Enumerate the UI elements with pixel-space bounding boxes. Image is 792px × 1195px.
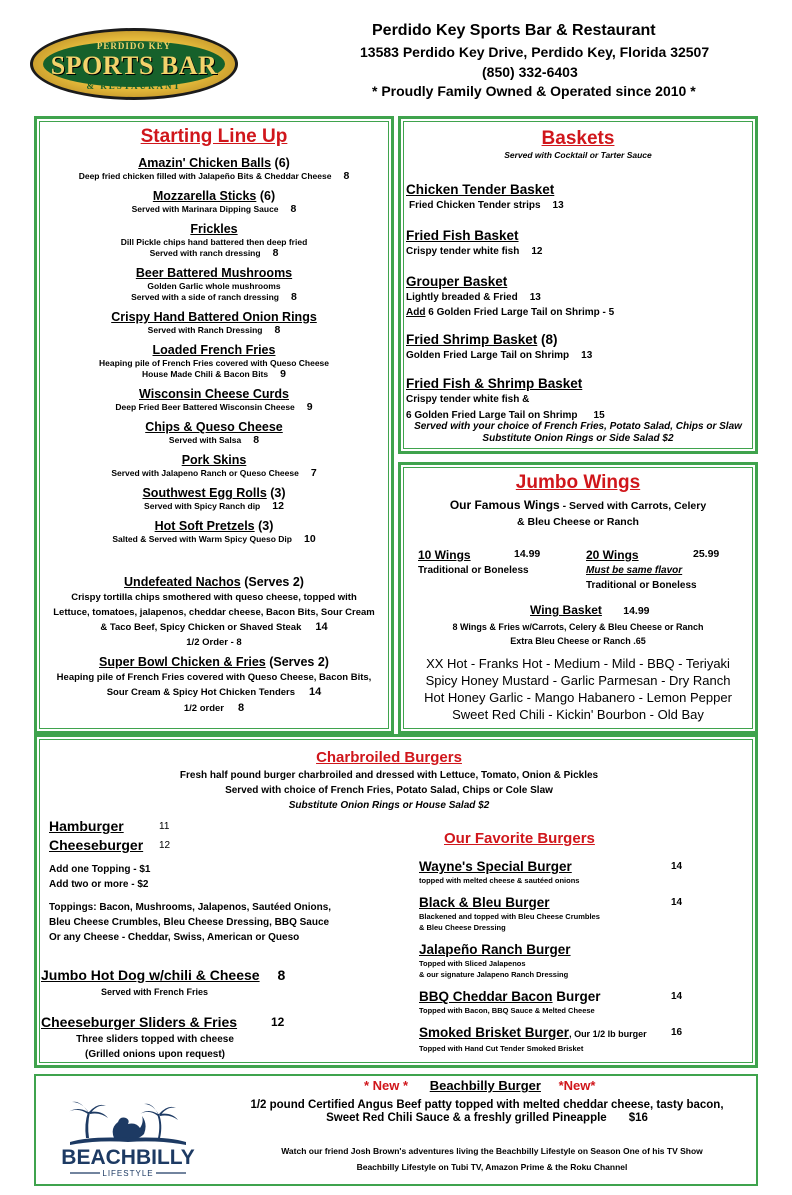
superbowl-desc-1: Heaping pile of French Fries covered with Queso Cheese, Bacon Bits,	[56, 672, 372, 683]
basket-name: Fried Fish & Shrimp Basket	[406, 376, 583, 391]
beachbilly-desc-1: 1/2 pound Certified Angus Beef patty topped with melted cheddar cheese, tasty bacon,	[250, 1099, 724, 1111]
starter-desc	[37, 171, 391, 182]
starter-name-line	[37, 266, 391, 281]
favorite-desc: & Bleu Cheese Dressing	[419, 923, 506, 932]
wings-20-note: Must be same flavor	[586, 565, 683, 576]
starter-desc-text: Heaping pile of French Fries covered with Queso Cheese	[98, 358, 330, 368]
beachbilly-watch-1: Watch our friend Josh Brown's adventures living the Beachbilly Lifestyle on Season One of his TV Show	[281, 1146, 703, 1156]
starter-item	[37, 189, 391, 215]
nachos-desc-3: & Taco Beef, Spicy Chicken or Shaved Steak	[100, 622, 302, 633]
wing-flavor-line: Hot Honey Garlic - Mango Habanero - Lemon Pepper	[424, 690, 732, 705]
starting-lineup-section	[37, 124, 391, 545]
baskets-note-2: Substitute Onion Rings or Side Salad $2	[482, 433, 674, 444]
favorite-burger-item	[419, 1024, 719, 1054]
burgers-intro-3: Substitute Onion Rings or House Salad $2	[288, 800, 490, 811]
starter-price: 7	[310, 467, 317, 479]
basket-suffix: (8)	[537, 332, 558, 347]
beachbilly-title	[364, 1078, 595, 1093]
basket-item	[406, 375, 751, 423]
favorite-desc: Topped with Sliced Jalapenos	[419, 959, 526, 968]
wing-basket-price: 14.99	[623, 605, 650, 617]
starter-name: Pork Skins	[181, 453, 247, 467]
favorite-name: Jalapeño Ranch Burger	[419, 942, 571, 957]
logo-main-text: SPORTS BAR	[50, 51, 218, 80]
burgers-title: Charbroiled Burgers	[316, 749, 462, 766]
toppings-line-2: Bleu Cheese Crumbles, Bleu Cheese Dressing, BBQ Sauce	[49, 917, 330, 928]
hotdog-price: 8	[277, 967, 286, 983]
starter-price: 8	[290, 203, 297, 215]
starting-lineup-items	[37, 156, 391, 545]
nachos-desc-2: Lettuce, tomatoes, jalapenos, cheddar cheese, Bacon Bits, Sour Cream	[53, 607, 375, 618]
starter-suffix: (6)	[256, 189, 276, 203]
favorite-after: , Our 1/2 lb burger	[569, 1029, 647, 1039]
starter-desc	[37, 325, 391, 336]
basket-name: Fried Shrimp Basket	[406, 332, 538, 347]
starter-price: 9	[306, 401, 313, 413]
starter-name-line	[37, 343, 391, 358]
favorite-burger-item	[419, 858, 719, 886]
hamburger-price: 11	[159, 821, 170, 832]
starter-name: Crispy Hand Battered Onion Rings	[111, 310, 317, 324]
starter-price: 8	[343, 170, 350, 182]
beachbilly-name: Beachbilly Burger	[429, 1078, 541, 1093]
sliders-item	[41, 1014, 285, 1030]
basket-desc: Lightly breaded & Fried	[406, 292, 518, 303]
sliders-price: 12	[271, 1015, 285, 1029]
starter-suffix: (3)	[266, 486, 286, 500]
toppings-line-3: Or any Cheese - Cheddar, Swiss, American or Queso	[49, 932, 300, 943]
baskets-note	[401, 421, 755, 445]
basket-item	[406, 273, 751, 320]
favorite-name-line	[419, 941, 719, 958]
basket-item	[406, 227, 751, 260]
superbowl-half-price: 8	[238, 702, 245, 714]
hamburger-item	[49, 818, 170, 834]
superbowl-suffix: (Serves 2)	[265, 655, 329, 669]
wing-flavor-line: Spicy Honey Mustard - Garlic Parmesan - Dry Ranch	[425, 673, 731, 688]
hamburger-name: Hamburger	[49, 818, 124, 834]
basket-price: 13	[552, 200, 564, 211]
sliders-desc-1: Three sliders topped with cheese	[76, 1034, 234, 1045]
restaurant-phone: (850) 332-6403	[482, 64, 578, 80]
grouper-add	[406, 306, 751, 320]
wings-20-price: 25.99	[693, 548, 720, 560]
baskets-title: Baskets	[541, 128, 615, 149]
sliders-name: Cheeseburger Sliders & Fries	[41, 1014, 238, 1030]
favorite-price: 14	[671, 861, 683, 872]
starter-price: 8	[291, 291, 297, 303]
starter-name: Chips & Queso Cheese	[145, 420, 283, 434]
palm-trunk-right	[157, 1114, 161, 1138]
starter-desc	[37, 204, 391, 215]
restaurant-name: Perdido Key Sports Bar & Restaurant	[372, 22, 656, 39]
starter-name-line	[37, 189, 391, 204]
starting-lineup-title: Starting Line Up	[140, 126, 288, 147]
burgers-intro-2: Served with choice of French Fries, Potato Salad, Chips or Cole Slaw	[225, 785, 553, 796]
baskets-items	[406, 181, 751, 423]
starter-name-line	[37, 519, 391, 534]
favorite-burger-item	[419, 988, 719, 1016]
starter-desc	[37, 248, 391, 259]
palm-trunk-left	[85, 1112, 90, 1138]
basket-name-line	[406, 375, 751, 392]
cheeseburger-name: Cheeseburger	[49, 837, 144, 853]
wings-20-name: 20 Wings	[586, 548, 639, 562]
wave-icon	[70, 1138, 186, 1146]
favorite-desc: & our signature Jalapeno Ranch Dressing	[419, 970, 569, 979]
starter-name: Beer Battered Mushrooms	[135, 266, 293, 280]
baskets-subtitle: Served with Cocktail or Tarter Sauce	[504, 150, 652, 160]
basket-name: Chicken Tender Basket	[406, 182, 555, 197]
starter-desc-text: Deep fried chicken filled with Jalapeño Bits & Cheddar Cheese	[78, 171, 332, 181]
starter-desc-text: Served with Salsa	[168, 435, 242, 445]
starter-name-line	[37, 453, 391, 468]
beachbilly-desc	[222, 1099, 752, 1125]
basket-desc: Crispy tender white fish &	[406, 394, 530, 405]
starter-desc	[37, 402, 391, 413]
superbowl-name: Super Bowl Chicken & Fries	[99, 655, 266, 669]
starter-desc-text: Golden Garlic whole mushrooms	[147, 281, 281, 291]
starter-item	[37, 266, 391, 303]
starter-price: 8	[272, 247, 279, 259]
starter-name-line	[37, 156, 391, 171]
starter-desc-text: Deep Fried Beer Battered Wisconsin Cheese	[115, 402, 295, 412]
wing-basket	[530, 603, 650, 617]
starter-desc	[37, 237, 391, 248]
starter-name-line	[37, 420, 391, 435]
burger-addons	[49, 862, 150, 892]
wing-basket-desc	[401, 620, 755, 648]
wings-20-desc: Traditional or Boneless	[586, 580, 697, 591]
favorite-desc: topped with melted cheese & sautéed onions	[419, 876, 580, 885]
wings-10	[418, 548, 541, 562]
favorite-name: Smoked Brisket Burger	[419, 1025, 570, 1040]
starter-item	[37, 453, 391, 479]
favorites-title: Our Favorite Burgers	[444, 830, 595, 847]
starter-desc-text: Served with a side of ranch dressing	[131, 292, 279, 302]
starter-desc	[37, 358, 391, 369]
starter-suffix: (3)	[254, 519, 274, 533]
wing-flavors	[401, 655, 755, 723]
favorite-burgers	[419, 858, 719, 1054]
favorite-burger-item	[419, 894, 719, 933]
starter-name: Frickles	[190, 222, 238, 236]
wings-intro-rest: - Served with Carrots, Celery	[559, 500, 707, 512]
wings-10-price: 14.99	[514, 548, 541, 560]
logo-top-text: PERDIDO KEY	[96, 41, 172, 51]
wings-intro	[401, 497, 755, 530]
starter-name: Hot Soft Pretzels	[154, 519, 255, 533]
rooster-icon	[113, 1116, 146, 1140]
favorite-name: Black & Bleu Burger	[419, 895, 550, 910]
starter-name: Mozzarella Sticks	[152, 189, 257, 203]
add-two-toppings: Add two or more - $2	[49, 879, 149, 890]
wings-title: Jumbo Wings	[515, 472, 641, 493]
starter-price: 10	[303, 533, 316, 545]
basket-desc-line	[406, 290, 751, 306]
favorite-burger-item	[419, 941, 719, 980]
starter-name: Loaded French Fries	[152, 343, 276, 357]
baskets-note-1: Served with your choice of French Fries, Potato Salad, Chips or Slaw	[414, 421, 742, 432]
nachos-item	[37, 574, 391, 651]
basket-desc: Crispy tender white fish	[406, 246, 520, 257]
burger-toppings	[49, 900, 331, 945]
starter-desc	[37, 292, 391, 303]
beachbilly-logo	[40, 1092, 216, 1182]
wings-10-name: 10 Wings	[418, 548, 471, 562]
starter-item	[37, 156, 391, 182]
starter-price: 9	[280, 368, 286, 380]
superbowl-desc-2: Sour Cream & Spicy Hot Chicken Tenders	[106, 687, 296, 698]
starter-desc	[37, 281, 391, 292]
starter-desc-text: Served with Jalapeno Ranch or Queso Cheese	[111, 468, 299, 478]
superbowl-half: 1/2 order	[183, 703, 224, 714]
toppings-line-1: Toppings: Bacon, Mushrooms, Jalapenos, Sautéed Onions,	[49, 902, 332, 913]
wing-flavor-line: Sweet Red Chili - Kickin' Bourbon - Old Bay	[452, 707, 704, 722]
grouper-add-text: 6 Golden Fried Large Tail on Shrimp - 5	[425, 307, 615, 318]
favorite-name: BBQ Cheddar Bacon	[419, 989, 553, 1004]
wings-intro-2: & Bleu Cheese or Ranch	[517, 516, 639, 528]
basket-item	[406, 331, 751, 364]
basket-name-line	[406, 331, 751, 348]
basket-name: Fried Fish Basket	[406, 228, 519, 243]
hotdog-item	[41, 967, 285, 983]
nachos-desc-1: Crispy tortilla chips smothered with queso cheese, topped with	[71, 592, 357, 603]
nachos-price: 14	[315, 621, 328, 633]
favorite-price: 14	[671, 897, 683, 908]
wing-flavor-line: XX Hot - Franks Hot - Medium - Mild - BBQ - Teriyaki	[426, 656, 730, 671]
basket-desc-line	[406, 198, 751, 214]
sliders-desc	[41, 1032, 269, 1062]
beachbilly-price: $16	[628, 1112, 648, 1124]
starter-name-line	[37, 222, 391, 237]
nachos-suffix: (Serves 2)	[240, 575, 304, 589]
wings-10-desc: Traditional or Boneless	[418, 565, 529, 576]
basket-desc-line	[406, 348, 751, 364]
starter-item	[37, 486, 391, 512]
grouper-add-label: Add	[406, 307, 426, 318]
starter-desc	[37, 468, 391, 479]
basket-price: 13	[581, 350, 593, 361]
beachbilly-logo-sub: LIFESTYLE	[102, 1169, 154, 1178]
cheeseburger-item	[49, 837, 171, 853]
sports-bar-logo	[30, 28, 238, 100]
starter-desc-text: Dill Pickle chips hand battered then deep fried	[120, 237, 308, 247]
new-left: * New *	[364, 1078, 409, 1093]
starter-name: Wisconsin Cheese Curds	[139, 387, 289, 401]
starter-item	[37, 387, 391, 413]
favorite-price: 14	[671, 991, 683, 1002]
starter-name: Amazin' Chicken Balls	[138, 156, 272, 170]
favorite-desc: Topped with Bacon, BBQ Sauce & Melted Cheese	[419, 1006, 595, 1015]
starter-desc-text: Served with Spicy Ranch dip	[144, 501, 261, 511]
favorite-name: Wayne's Special Burger	[419, 859, 572, 874]
wings-intro-bold: Our Famous Wings	[449, 498, 560, 512]
basket-desc: Fried Chicken Tender strips	[409, 200, 541, 211]
starter-name-line	[37, 310, 391, 325]
beachbilly-desc-2: Sweet Red Chili Sauce & a freshly grilled Pineapple	[326, 1112, 607, 1124]
wings-20	[586, 548, 726, 562]
wing-basket-desc-2: Extra Bleu Cheese or Ranch .65	[510, 636, 646, 646]
starter-name-line	[37, 387, 391, 402]
starter-item	[37, 519, 391, 545]
nachos-half: 1/2 Order - 8	[186, 637, 242, 648]
starter-desc-text: Served with ranch dressing	[149, 248, 261, 258]
beachbilly-watch-2: Beachbilly Lifestyle on Tubi TV, Amazon Prime & the Roku Channel	[356, 1162, 628, 1172]
starter-item	[37, 222, 391, 259]
favorite-price: 16	[671, 1027, 683, 1038]
add-one-topping: Add one Topping - $1	[49, 864, 151, 875]
starter-name: Southwest Egg Rolls	[142, 486, 267, 500]
basket-desc: Golden Fried Large Tail on Shrimp	[406, 350, 570, 361]
starter-desc-text: House Made Chili & Bacon Bits	[142, 369, 269, 379]
starter-price: 8	[274, 324, 281, 336]
starter-desc	[37, 435, 391, 446]
fishshrimp-price: 15	[593, 410, 605, 421]
restaurant-tagline: * Proudly Family Owned & Operated since 2010 *	[372, 83, 696, 99]
starter-name-line	[37, 486, 391, 501]
basket-name-line	[406, 227, 751, 244]
basket-desc-line	[406, 392, 751, 408]
favorite-desc: Blackened and topped with Bleu Cheese Crumbles	[419, 912, 600, 921]
basket-price: 12	[531, 246, 543, 257]
burgers-intro	[37, 768, 741, 813]
basket-name-line	[406, 181, 751, 198]
basket-price: 13	[529, 292, 541, 303]
superbowl-item	[37, 654, 391, 717]
restaurant-address: 13583 Perdido Key Drive, Perdido Key, Florida 32507	[360, 44, 710, 60]
starter-price: 12	[272, 500, 284, 512]
basket-item	[406, 181, 751, 214]
superbowl-price: 14	[309, 686, 322, 698]
starter-item	[37, 310, 391, 336]
burgers-intro-1: Fresh half pound burger charbroiled and dressed with Lettuce, Tomato, Onion & Pickles	[179, 770, 599, 781]
starter-desc	[37, 501, 391, 512]
nachos-name: Undefeated Nachos	[124, 575, 241, 589]
favorite-desc: Topped with Hand Cut Tender Smoked Brisket	[419, 1044, 584, 1053]
fishshrimp-desc-2: 6 Golden Fried Large Tail on Shrimp	[406, 410, 578, 421]
basket-name: Grouper Basket	[406, 274, 508, 289]
starter-suffix: (6)	[271, 156, 290, 170]
hotdog-name: Jumbo Hot Dog w/chili & Cheese	[41, 967, 260, 983]
basket-desc-line	[406, 244, 751, 260]
starter-desc-text: Salted & Served with Warm Spicy Queso Dip	[112, 534, 292, 544]
sliders-desc-2: (Grilled onions upon request)	[85, 1049, 225, 1060]
beachbilly-watch	[222, 1143, 762, 1175]
starter-item	[37, 343, 391, 380]
basket-name-line	[406, 273, 751, 290]
starter-desc-text: Served with Ranch Dressing	[147, 325, 263, 335]
cheeseburger-price: 12	[159, 840, 171, 851]
starter-price: 8	[253, 434, 260, 446]
starter-desc-text: Served with Marinara Dipping Sauce	[131, 204, 279, 214]
hotdog-desc: Served with French Fries	[101, 987, 209, 997]
starter-item	[37, 420, 391, 446]
logo-bottom-text: & RESTAURANT	[86, 81, 182, 91]
starter-desc	[37, 534, 391, 545]
starter-desc	[37, 369, 391, 380]
favorite-after: Burger	[552, 989, 601, 1004]
wing-basket-desc-1: 8 Wings & Fries w/Carrots, Celery & Bleu Cheese or Ranch	[452, 622, 704, 632]
wing-basket-name: Wing Basket	[530, 603, 602, 617]
new-right: *New*	[558, 1078, 596, 1093]
beachbilly-logo-text: BEACHBILLY	[61, 1146, 195, 1169]
